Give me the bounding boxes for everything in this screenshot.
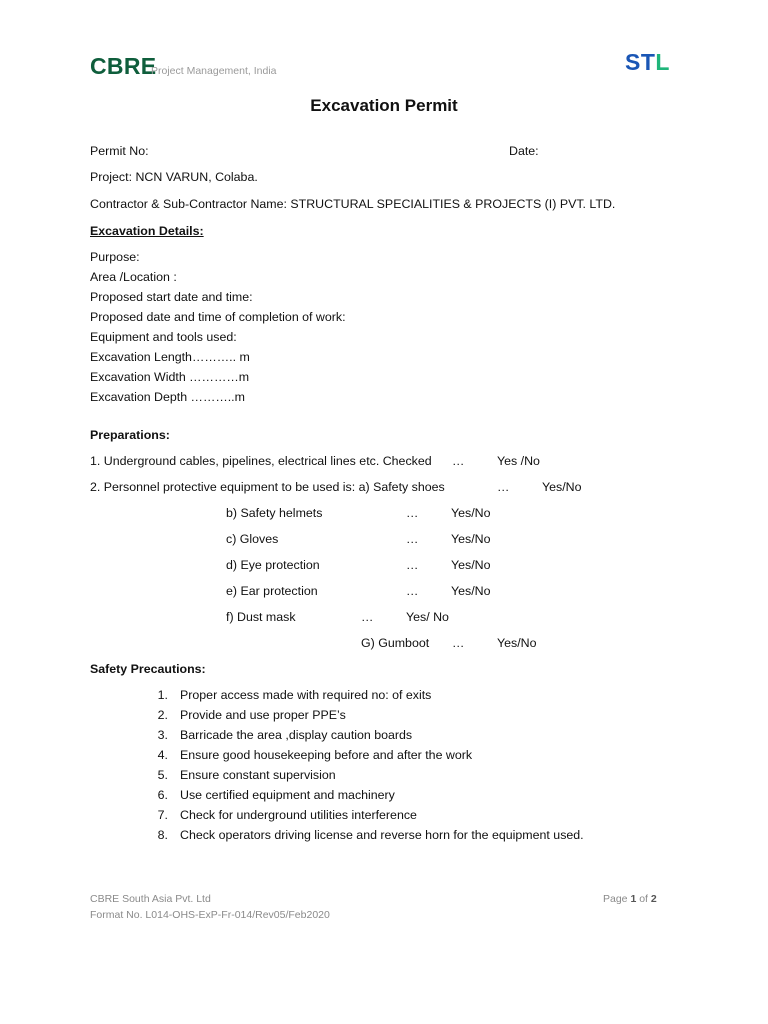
list-number: 4. [157, 748, 168, 762]
project-line: Project: NCN VARUN, Colaba. [90, 170, 258, 184]
prep-item-1-ellipsis: … [452, 454, 465, 468]
ppe-g-answer: Yes/No [497, 636, 537, 650]
list-item [156, 728, 412, 742]
prep-item-2: 2. Personnel protective equipment to be used is: a) Safety shoes [90, 480, 445, 494]
contractor-line: Contractor & Sub-Contractor Name: STRUCTURAL SPECIALITIES & PROJECTS (I) PVT. LTD. [90, 197, 616, 211]
safety-precautions-heading: Safety Precautions: [90, 662, 206, 676]
ppe-g-ellipsis: … [452, 636, 465, 650]
completion-line: Proposed date and time of completion of work: [90, 310, 346, 324]
list-text: Ensure good housekeeping before and after the work [180, 748, 473, 762]
ppe-a-answer: Yes/No [542, 480, 582, 494]
list-text: Provide and use proper PPE’s [180, 708, 346, 722]
page-label: Page [603, 893, 628, 905]
preparations-heading: Preparations: [90, 428, 170, 442]
width-line: Excavation Width …………m [90, 370, 250, 384]
list-text: Check operators driving license and reverse horn for the equipment used. [180, 828, 584, 842]
list-number: 2. [157, 708, 168, 722]
ppe-f-answer: Yes/ No [406, 610, 449, 624]
ppe-b-ellipsis: … [406, 506, 419, 520]
ppe-f-ellipsis: … [361, 610, 374, 624]
list-item [156, 688, 431, 702]
prep-item-1: 1. Underground cables, pipelines, electrical lines etc. Checked [90, 454, 432, 468]
list-text: Check for underground utilities interference [180, 808, 417, 822]
depth-line: Excavation Depth ………..m [90, 390, 245, 404]
ppe-c-label: c) Gloves [226, 532, 279, 546]
page-current: 1 [630, 893, 637, 905]
page-of: of [639, 893, 648, 905]
cbre-division-text: Project Management, India [151, 65, 277, 77]
list-item [156, 788, 395, 802]
area-line: Area /Location : [90, 270, 177, 284]
ppe-g-label: G) Gumboot [361, 636, 430, 650]
list-text: Ensure constant supervision [180, 768, 336, 782]
date-label: Date: [509, 144, 539, 158]
length-line: Excavation Length……….. m [90, 350, 250, 364]
cbre-logo: CBRE [90, 53, 157, 79]
start-line: Proposed start date and time: [90, 290, 253, 304]
list-number: 1. [157, 688, 168, 702]
stl-logo [625, 49, 670, 76]
purpose-line: Purpose: [90, 250, 140, 264]
ppe-c-answer: Yes/No [451, 532, 491, 546]
ppe-d-ellipsis: … [406, 558, 419, 572]
list-number: 3. [157, 728, 168, 742]
stl-logo-tail: L [655, 49, 670, 75]
ppe-b-label: b) Safety helmets [226, 506, 323, 520]
list-text: Barricade the area ,display caution boards [180, 728, 413, 742]
ppe-c-ellipsis: … [406, 532, 419, 546]
stl-logo-main: ST [625, 49, 656, 75]
list-number: 7. [157, 808, 168, 822]
list-number: 6. [157, 788, 168, 802]
ppe-a-ellipsis: … [497, 480, 510, 494]
list-text: Proper access made with required no: of exits [180, 688, 432, 702]
page-indicator [603, 893, 657, 905]
page-total: 2 [650, 893, 657, 905]
footer-company: CBRE South Asia Pvt. Ltd [90, 893, 211, 905]
footer-format-number: Format No. L014-OHS-ExP-Fr-014/Rev05/Feb2020 [90, 909, 330, 921]
list-number: 5. [157, 768, 168, 782]
equipment-line: Equipment and tools used: [90, 330, 237, 344]
ppe-d-answer: Yes/No [451, 558, 491, 572]
list-item [156, 708, 346, 722]
ppe-f-label: f) Dust mask [226, 610, 296, 624]
list-item [156, 828, 584, 842]
list-text: Use certified equipment and machinery [180, 788, 395, 802]
ppe-e-label: e) Ear protection [226, 584, 318, 598]
list-item [156, 808, 417, 822]
excavation-details-heading: Excavation Details: [90, 224, 204, 238]
list-number: 8. [157, 828, 168, 842]
list-item [156, 748, 472, 762]
ppe-e-answer: Yes/No [451, 584, 491, 598]
ppe-b-answer: Yes/No [451, 506, 491, 520]
ppe-e-ellipsis: … [406, 584, 419, 598]
list-item [156, 768, 336, 782]
permit-no-label: Permit No: [90, 144, 149, 158]
prep-item-1-answer: Yes /No [497, 454, 540, 468]
page-title: Excavation Permit [310, 96, 458, 115]
ppe-d-label: d) Eye protection [226, 558, 320, 572]
